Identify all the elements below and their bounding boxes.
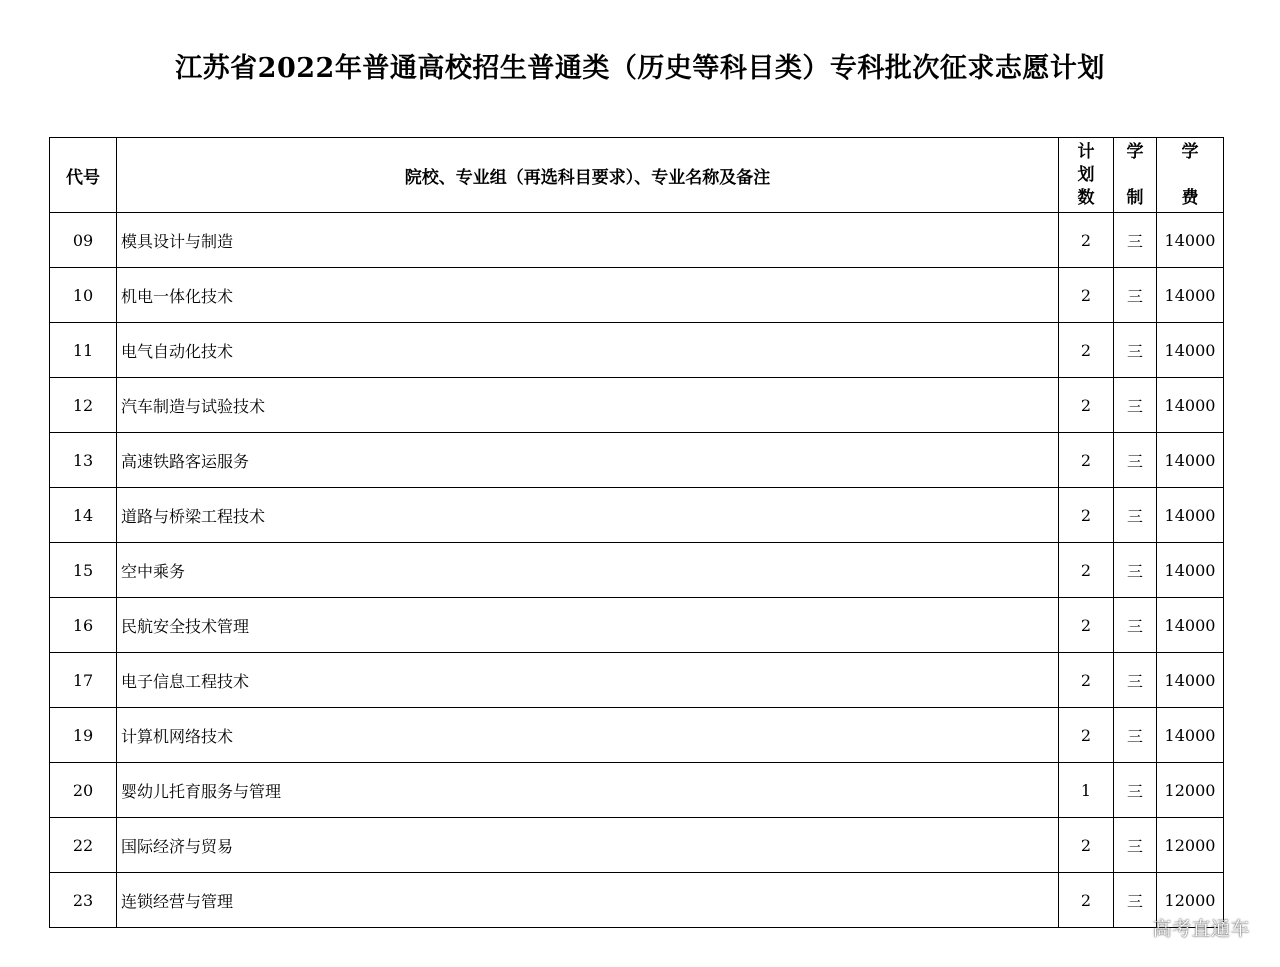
- table-row: [50, 213, 1224, 268]
- header-years-char: 学: [1126, 142, 1144, 162]
- header-years-char: 制: [1126, 188, 1144, 208]
- table-row: [50, 653, 1224, 708]
- row-plan: 2: [1059, 653, 1114, 708]
- row-years: 三: [1114, 433, 1157, 488]
- table-row: [50, 323, 1224, 378]
- row-name: 国际经济与贸易: [117, 818, 1059, 873]
- header-row: [50, 138, 1224, 213]
- table-header: [50, 138, 1224, 213]
- row-name: 连锁经营与管理: [117, 873, 1059, 928]
- row-years: 三: [1114, 763, 1157, 818]
- row-code: 10: [50, 268, 117, 323]
- table-row: [50, 818, 1224, 873]
- table-row: [50, 378, 1224, 433]
- row-years: 三: [1114, 268, 1157, 323]
- row-plan: 2: [1059, 873, 1114, 928]
- row-code: 09: [50, 213, 117, 268]
- row-plan: 1: [1059, 763, 1114, 818]
- row-plan: 2: [1059, 598, 1114, 653]
- row-code: 20: [50, 763, 117, 818]
- row-plan: 2: [1059, 378, 1114, 433]
- row-name: 电气自动化技术: [117, 323, 1059, 378]
- table-row: [50, 268, 1224, 323]
- header-fee: [1157, 138, 1224, 213]
- row-years: 三: [1114, 323, 1157, 378]
- header-fee-char: 学: [1181, 142, 1199, 162]
- row-name: 计算机网络技术: [117, 708, 1059, 763]
- row-fee: 14000: [1157, 653, 1224, 708]
- row-fee: 14000: [1157, 488, 1224, 543]
- document-title: 江苏省2022年普通高校招生普通类（历史等科目类）专科批次征求志愿计划: [175, 53, 1105, 84]
- table-row: [50, 708, 1224, 763]
- row-code: 22: [50, 818, 117, 873]
- row-years: 三: [1114, 213, 1157, 268]
- table-row: [50, 488, 1224, 543]
- row-name: 汽车制造与试验技术: [117, 378, 1059, 433]
- row-fee: 14000: [1157, 378, 1224, 433]
- header-code: 代号: [50, 138, 117, 213]
- row-name: 高速铁路客运服务: [117, 433, 1059, 488]
- header-plan-char: 划: [1077, 165, 1095, 185]
- header-plan-char: 计: [1077, 142, 1095, 162]
- row-years: 三: [1114, 543, 1157, 598]
- row-code: 12: [50, 378, 117, 433]
- row-code: 15: [50, 543, 117, 598]
- header-years: [1114, 138, 1157, 213]
- row-fee: 14000: [1157, 598, 1224, 653]
- row-code: 16: [50, 598, 117, 653]
- table-body: [50, 213, 1224, 928]
- table-row: [50, 763, 1224, 818]
- row-code: 14: [50, 488, 117, 543]
- row-code: 11: [50, 323, 117, 378]
- row-fee: 14000: [1157, 708, 1224, 763]
- row-years: 三: [1114, 488, 1157, 543]
- row-fee: 12000: [1157, 818, 1224, 873]
- row-plan: 2: [1059, 543, 1114, 598]
- header-name: 院校、专业组（再选科目要求）、专业名称及备注: [117, 138, 1059, 213]
- row-code: 13: [50, 433, 117, 488]
- row-years: 三: [1114, 378, 1157, 433]
- row-years: 三: [1114, 708, 1157, 763]
- row-name: 婴幼儿托育服务与管理: [117, 763, 1059, 818]
- table-row: [50, 873, 1224, 928]
- row-fee: 14000: [1157, 213, 1224, 268]
- row-plan: 2: [1059, 818, 1114, 873]
- row-years: 三: [1114, 598, 1157, 653]
- row-code: 23: [50, 873, 117, 928]
- row-fee: 12000: [1157, 763, 1224, 818]
- row-years: 三: [1114, 873, 1157, 928]
- row-name: 模具设计与制造: [117, 213, 1059, 268]
- row-plan: 2: [1059, 323, 1114, 378]
- header-plan-char: 数: [1077, 188, 1095, 208]
- row-plan: 2: [1059, 433, 1114, 488]
- row-name: 民航安全技术管理: [117, 598, 1059, 653]
- watermark-text: 高考直通车: [1152, 918, 1250, 940]
- row-name: 道路与桥梁工程技术: [117, 488, 1059, 543]
- header-fee-char: 费: [1181, 188, 1199, 208]
- row-plan: 2: [1059, 488, 1114, 543]
- row-fee: 12000: [1157, 873, 1224, 928]
- row-fee: 14000: [1157, 543, 1224, 598]
- row-fee: 14000: [1157, 433, 1224, 488]
- row-fee: 14000: [1157, 323, 1224, 378]
- header-plan: [1059, 138, 1114, 213]
- table-row: [50, 543, 1224, 598]
- row-years: 三: [1114, 818, 1157, 873]
- row-code: 17: [50, 653, 117, 708]
- row-plan: 2: [1059, 268, 1114, 323]
- row-years: 三: [1114, 653, 1157, 708]
- row-name: 电子信息工程技术: [117, 653, 1059, 708]
- row-name: 空中乘务: [117, 543, 1059, 598]
- table-row: [50, 598, 1224, 653]
- row-name: 机电一体化技术: [117, 268, 1059, 323]
- row-plan: 2: [1059, 213, 1114, 268]
- table-row: [50, 433, 1224, 488]
- row-code: 19: [50, 708, 117, 763]
- row-fee: 14000: [1157, 268, 1224, 323]
- row-plan: 2: [1059, 708, 1114, 763]
- plan-table: [49, 137, 1224, 928]
